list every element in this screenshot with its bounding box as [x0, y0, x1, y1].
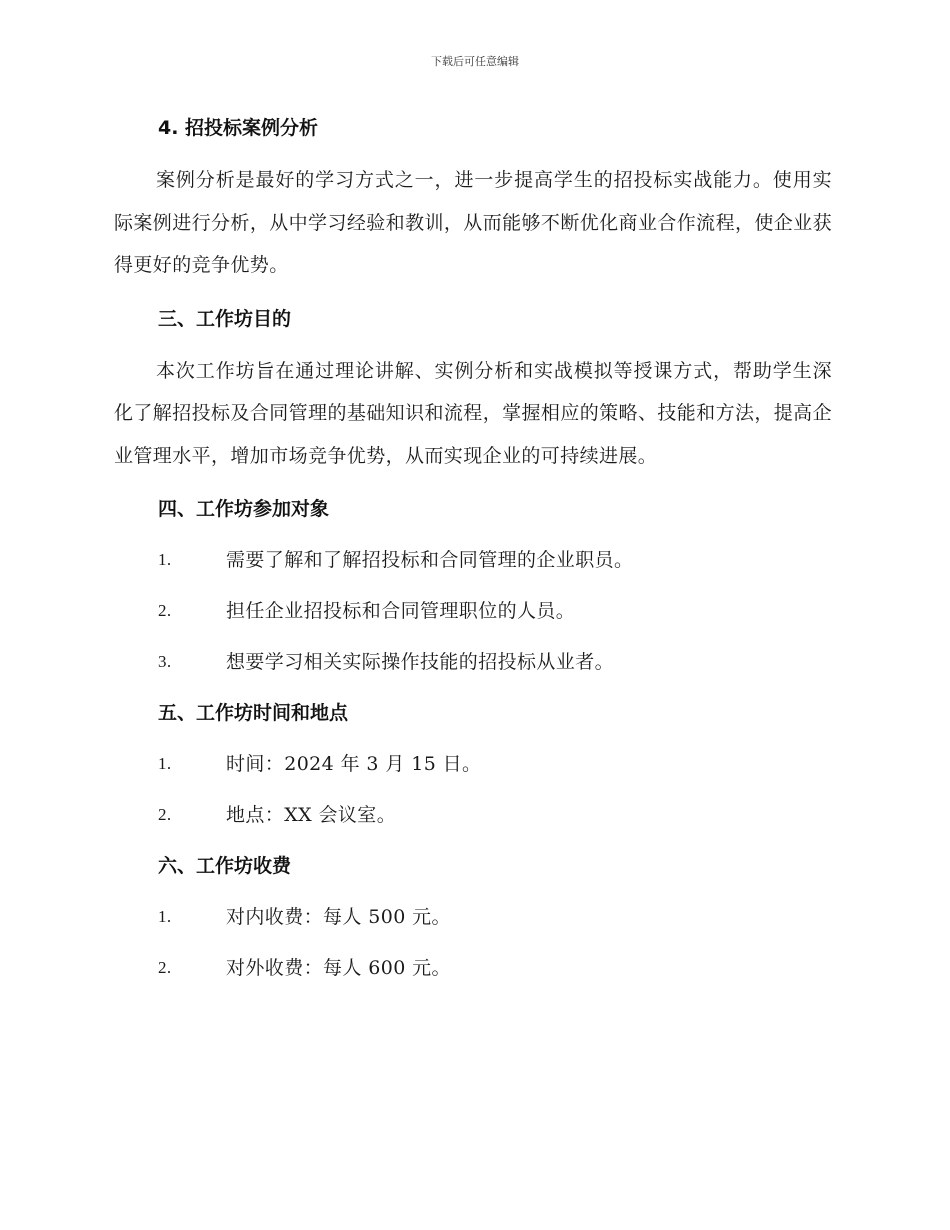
list-item: [114, 897, 832, 937]
list-number: 1.: [158, 550, 172, 569]
list-item: [114, 540, 832, 580]
list-item: [114, 642, 832, 682]
list-text: 对外收费：每人 600 元。: [226, 957, 451, 979]
list-number: 2.: [158, 601, 172, 620]
list-text: 地点：XX 会议室。: [226, 804, 397, 826]
section-heading-case-analysis: 4. 招投标案例分析: [158, 117, 319, 139]
list-number: 1.: [158, 907, 172, 926]
section-heading-fees: 六、工作坊收费: [158, 855, 292, 877]
list-text: 对内收费：每人 500 元。: [226, 906, 451, 928]
list-number: 1.: [158, 754, 172, 773]
section-heading-participants: 四、工作坊参加对象: [158, 498, 330, 520]
paragraph-purpose: 本次工作坊旨在通过理论讲解、实例分析和实战模拟等授课方式，帮助学生深化了解招投标及合同管理的基础知识和流程，掌握相应的策略、技能和方法，提高企业管理水平，增加市场竞争优势，从而实现企业的可持续进展。: [114, 359, 832, 467]
list-number: 2.: [158, 958, 172, 977]
list-text: 想要学习相关实际操作技能的招投标从业者。: [226, 651, 615, 673]
list-item: [114, 591, 832, 631]
document-body: [114, 108, 832, 988]
list-number: 2.: [158, 805, 172, 824]
list-item: [114, 744, 832, 784]
list-text: 担任企业招投标和合同管理职位的人员。: [226, 600, 576, 622]
list-item: [114, 948, 832, 988]
list-text: 需要了解和了解招投标和合同管理的企业职员。: [226, 549, 634, 571]
section-heading-time-place: 五、工作坊时间和地点: [158, 702, 349, 724]
list-item: [114, 795, 832, 835]
list-number: 3.: [158, 652, 172, 671]
list-text: 时间：2024 年 3 月 15 日。: [226, 753, 482, 775]
page-header: 下载后可任意编辑: [431, 55, 519, 68]
section-heading-purpose: 三、工作坊目的: [158, 307, 292, 330]
paragraph-case-analysis: 案例分析是最好的学习方式之一，进一步提高学生的招投标实战能力。使用实际案例进行分析，从中学习经验和教训，从而能够不断优化商业合作流程，使企业获得更好的竞争优势。: [114, 169, 832, 276]
